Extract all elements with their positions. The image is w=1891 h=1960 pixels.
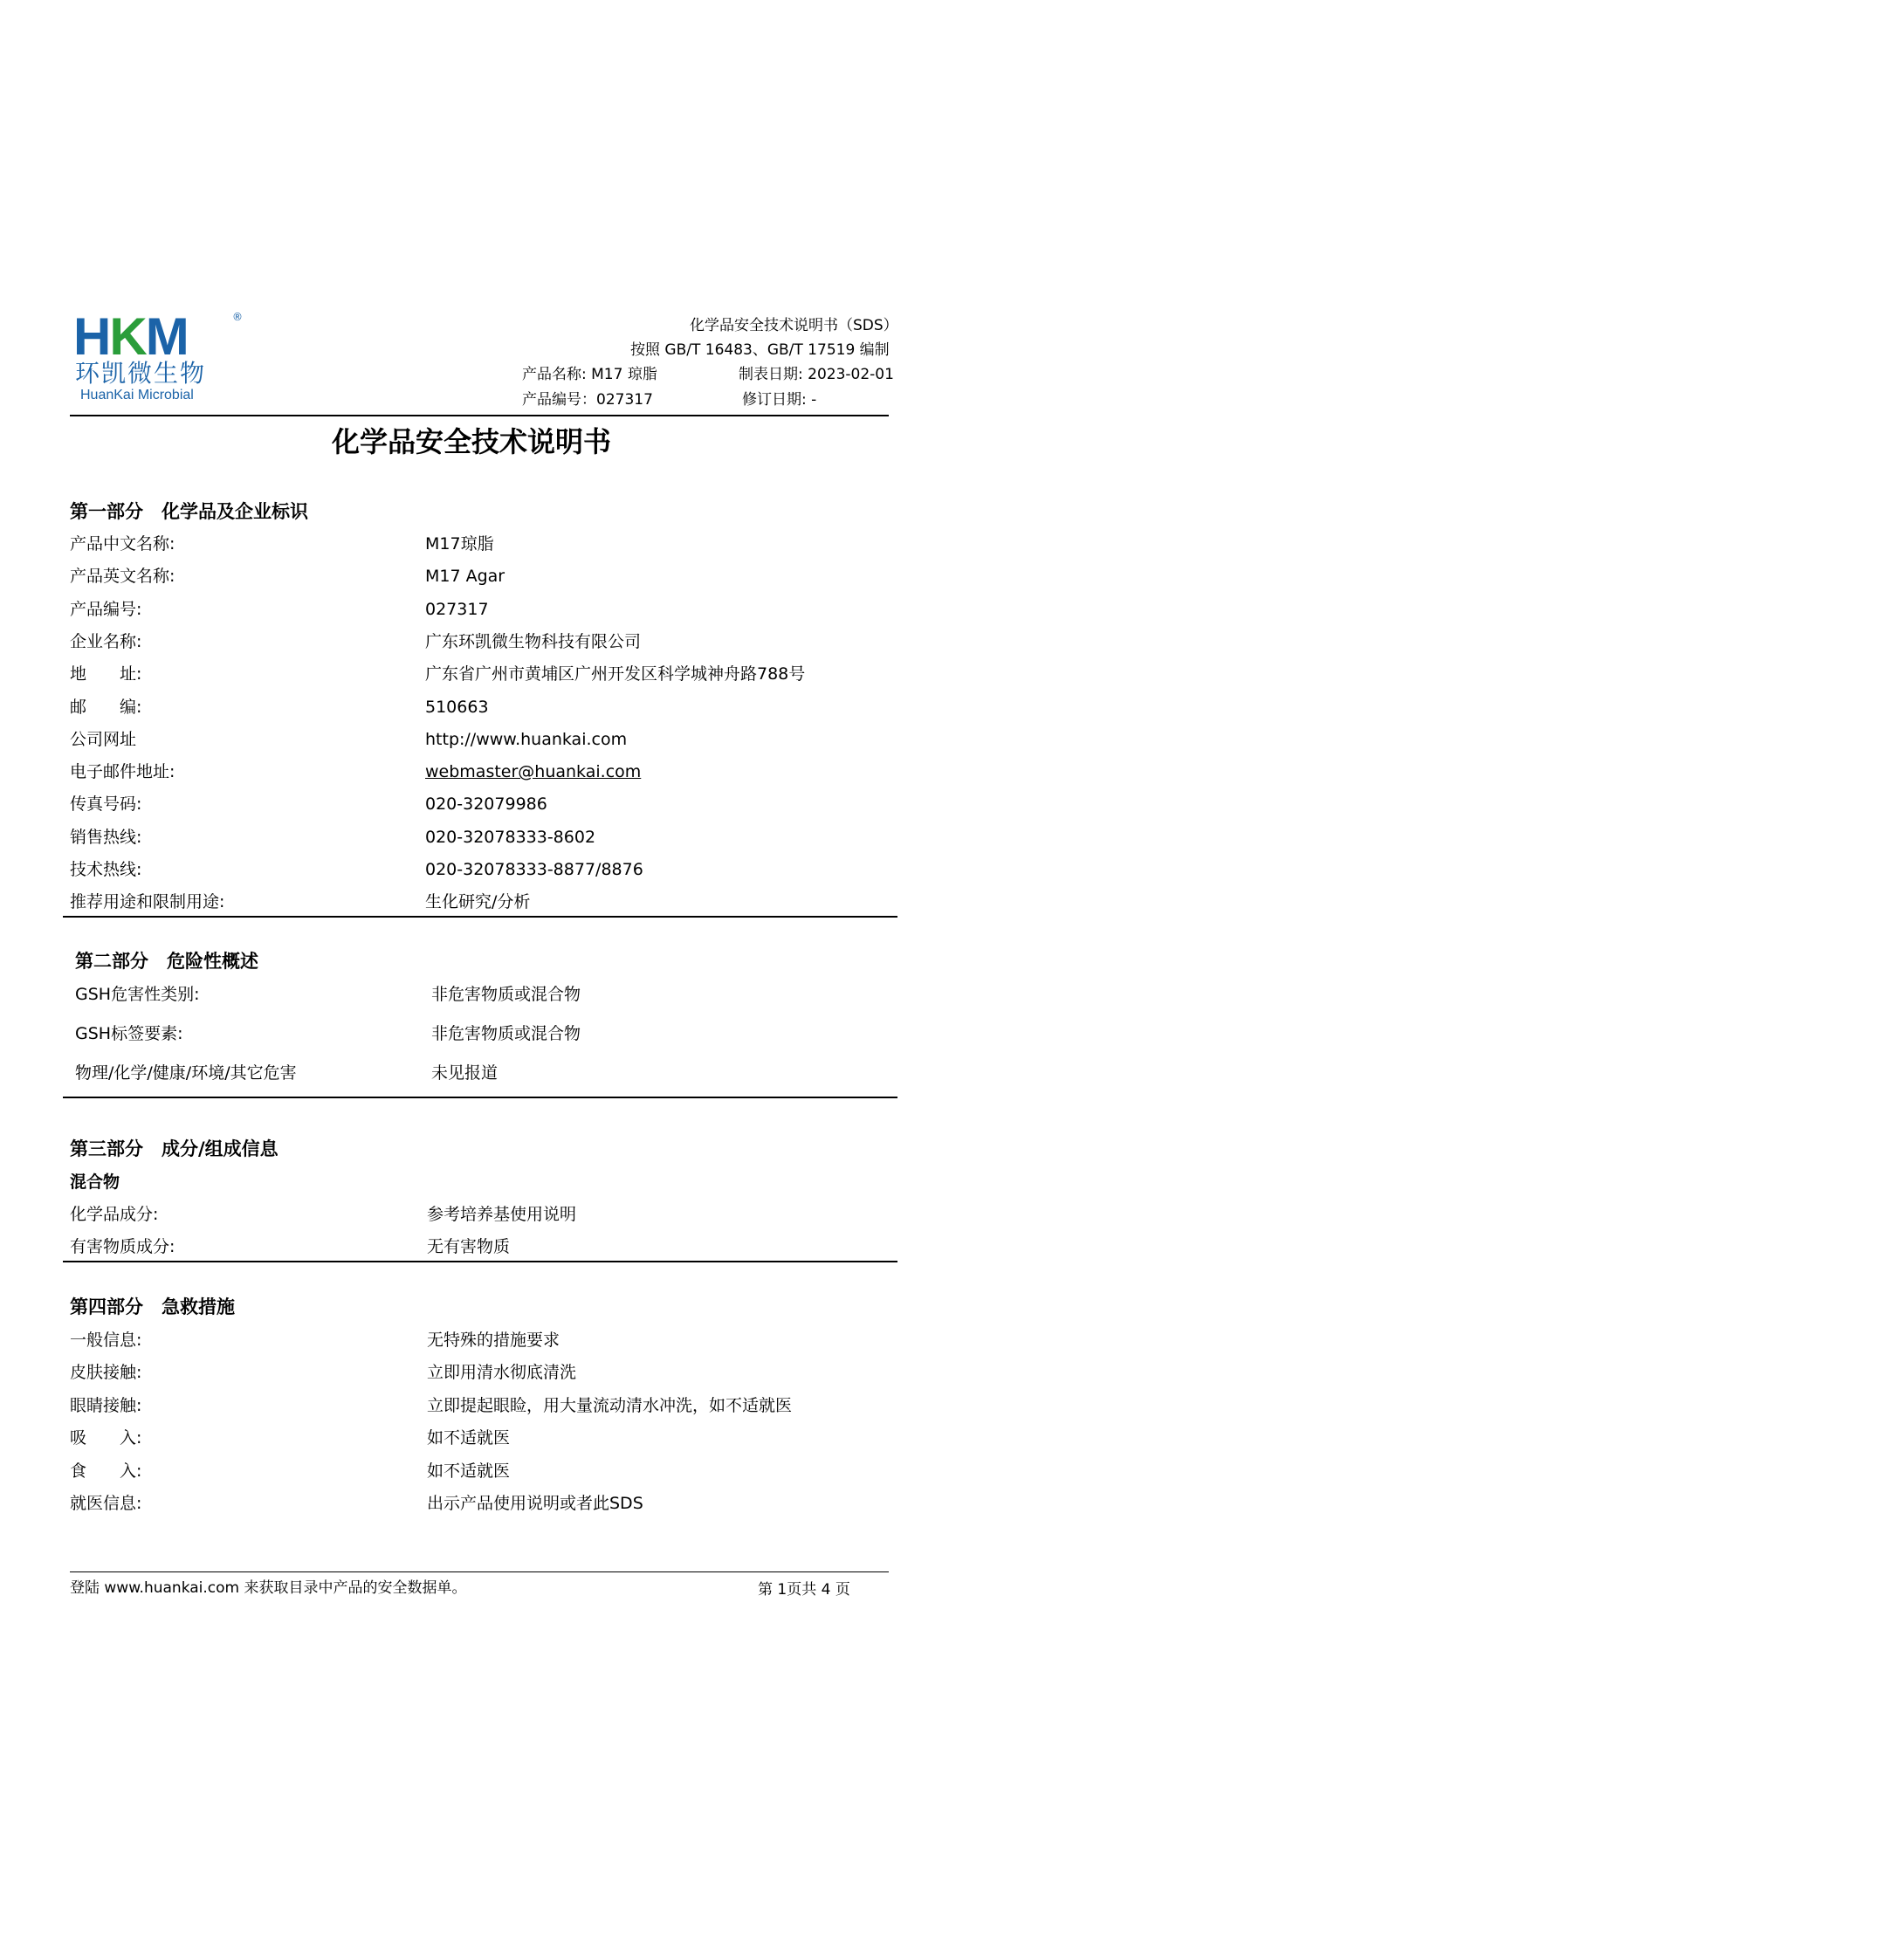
field-value: 020-32078333-8877/8876 <box>425 860 643 879</box>
company-logo <box>73 307 248 403</box>
field-value: 如不适就医 <box>427 1428 511 1448</box>
field-value: 参考培养基使用说明 <box>427 1205 577 1224</box>
footer-note: 登陆 www.huankai.com 来获取目录中产品的安全数据单。 <box>70 1579 467 1597</box>
field-label: 销售热线: <box>70 827 142 847</box>
header-created-date: 制表日期: 2023-02-01 <box>739 366 894 383</box>
header-product-code: 产品编号：027317 <box>522 391 653 409</box>
field-label: GSH危害性类别: <box>75 985 200 1004</box>
field-value: 广东环凯微生物科技有限公司 <box>425 631 642 651</box>
field-label: 企业名称: <box>70 631 142 651</box>
header-product-name: 产品名称: M17 琼脂 <box>522 366 657 383</box>
field-label: 公司网址 <box>70 729 137 749</box>
section2-divider <box>63 1097 897 1098</box>
field-value: 020-32079986 <box>425 794 547 815</box>
field-label: 化学品成分: <box>70 1205 159 1224</box>
header-revised-date: 修订日期: - <box>742 391 817 409</box>
field-value: 立即提起眼睑，用大量流动清水冲洗，如不适就医 <box>427 1395 793 1415</box>
section3-divider <box>63 1261 897 1262</box>
field-label: 传真号码: <box>70 794 142 815</box>
doc-type-line: 化学品安全技术说明书（SDS） <box>690 317 898 334</box>
field-label: 产品英文名称: <box>70 567 175 587</box>
section3-title: 第三部分 成分/组成信息 <box>70 1138 278 1159</box>
field-value: 出示产品使用说明或者此SDS <box>427 1494 643 1513</box>
field-label: 技术热线: <box>70 860 142 879</box>
field-value: 生化研究/分析 <box>425 892 531 912</box>
field-value: 无特殊的措施要求 <box>427 1331 560 1350</box>
field-label: GSH标签要素: <box>75 1024 183 1043</box>
field-value: M17 Agar <box>425 567 505 587</box>
registered-mark: ® <box>232 311 243 323</box>
field-value: 未见报道 <box>431 1063 499 1083</box>
section1-title: 第一部分 化学品及企业标识 <box>70 501 308 522</box>
field-label: 皮肤接触: <box>70 1363 142 1383</box>
section4-title: 第四部分 急救措施 <box>70 1296 235 1317</box>
section3-subtitle: 混合物 <box>70 1173 120 1192</box>
footer-divider <box>70 1571 889 1572</box>
document-title: 化学品安全技术说明书 <box>332 425 612 458</box>
field-value: 027317 <box>425 599 489 619</box>
field-label: 地 址: <box>70 664 142 684</box>
header-divider <box>70 415 889 416</box>
field-value: 如不适就医 <box>427 1461 511 1481</box>
logo-chinese-name: 环凯微生物 <box>75 359 207 388</box>
section2-title: 第二部分 危险性概述 <box>75 951 258 972</box>
field-value: 广东省广州市黄埔区广州开发区科学城神舟路788号 <box>425 664 806 684</box>
field-value: http://www.huankai.com <box>425 729 628 749</box>
email-link[interactable]: webmaster@huankai.com <box>425 762 642 782</box>
page-number: 第 1页共 4 页 <box>758 1581 850 1599</box>
standard-line: 按照 GB/T 16483、GB/T 17519 编制 <box>630 341 890 359</box>
field-label: 产品中文名称: <box>70 534 175 554</box>
logo-english-name: HuanKai Microbial <box>80 388 194 402</box>
field-value: 510663 <box>425 697 489 717</box>
field-label: 食 入: <box>70 1461 142 1481</box>
field-value: 020-32078333-8602 <box>425 827 596 847</box>
field-label: 电子邮件地址: <box>70 762 175 782</box>
field-label: 吸 入: <box>70 1428 142 1448</box>
logo-letters: HKM <box>73 307 188 366</box>
field-label: 有害物质成分: <box>70 1237 175 1256</box>
field-value: M17琼脂 <box>425 534 494 554</box>
field-label: 物理/化学/健康/环境/其它危害 <box>75 1063 297 1083</box>
field-value: 立即用清水彻底清洗 <box>427 1363 577 1383</box>
field-value: 非危害物质或混合物 <box>431 1024 581 1043</box>
field-label: 一般信息: <box>70 1331 142 1350</box>
field-label: 产品编号: <box>70 599 142 619</box>
field-label: 推荐用途和限制用途: <box>70 892 225 912</box>
field-value: 无有害物质 <box>427 1237 511 1256</box>
field-label: 眼睛接触: <box>70 1395 142 1415</box>
field-value: 非危害物质或混合物 <box>431 985 581 1004</box>
field-label: 邮 编: <box>70 697 142 717</box>
field-label: 就医信息: <box>70 1494 142 1513</box>
section1-divider <box>63 916 897 918</box>
